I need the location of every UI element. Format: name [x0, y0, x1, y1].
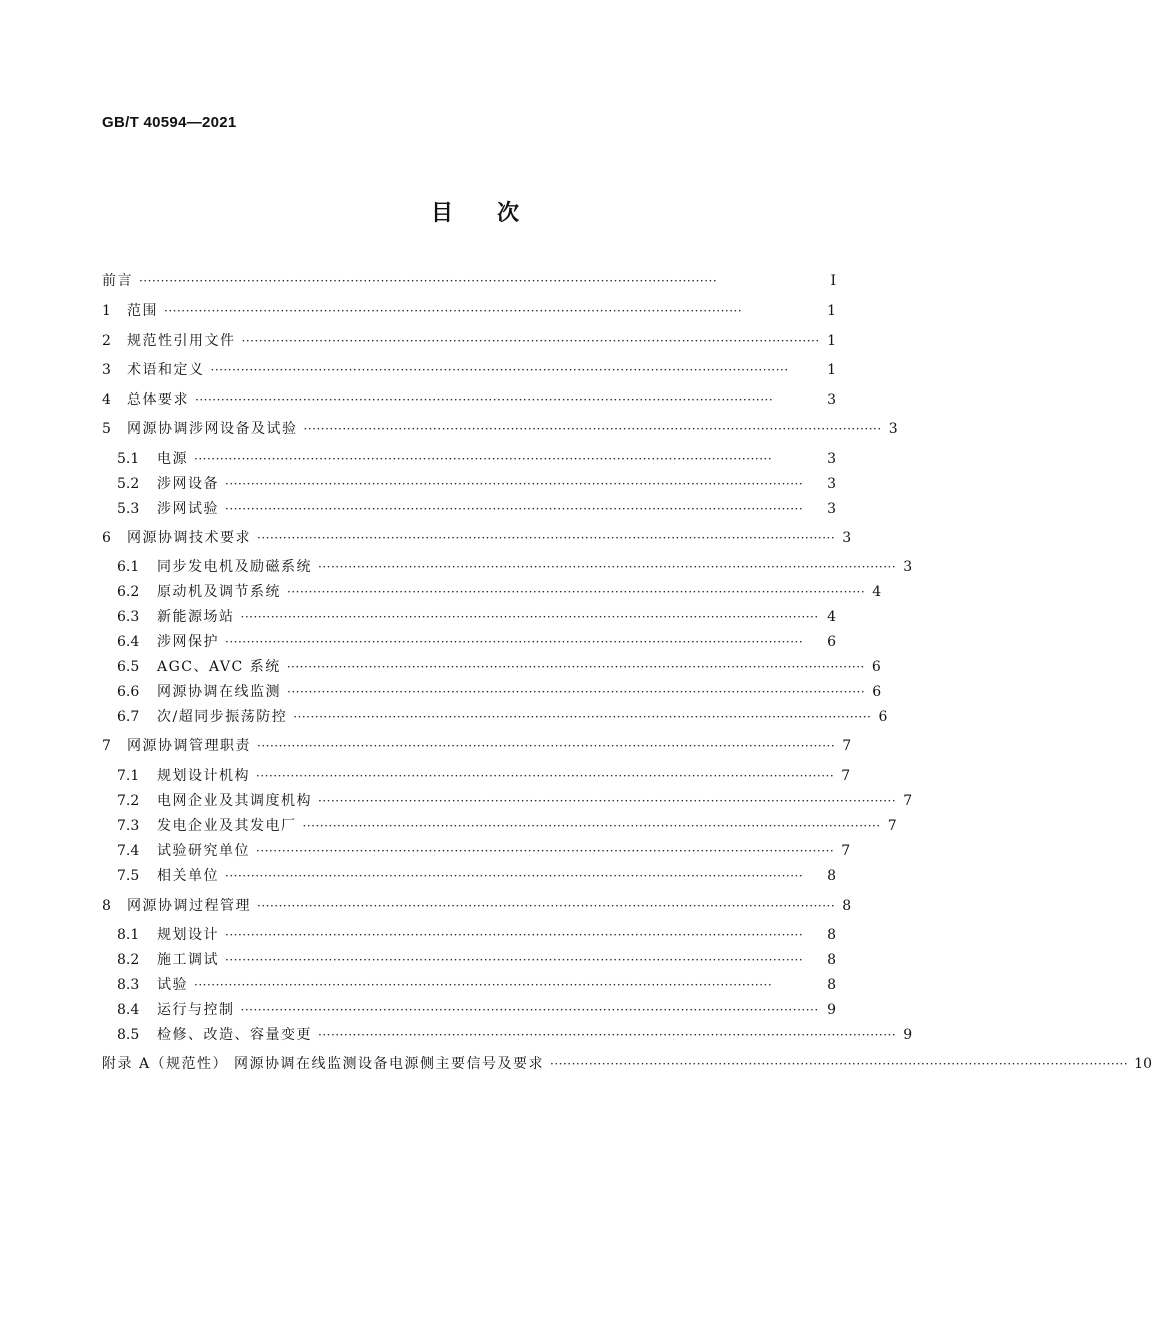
- toc-entry-title: 前言: [102, 273, 133, 289]
- toc-entry[interactable]: [102, 300, 836, 322]
- toc-entry[interactable]: [117, 865, 836, 887]
- toc-entry-number: 2: [102, 333, 111, 349]
- toc-entry-number: 5.3: [117, 501, 140, 517]
- toc-entry-title: 运行与控制: [157, 1002, 235, 1018]
- toc-entry[interactable]: [117, 974, 836, 996]
- toc-entry-number: 8.3: [117, 977, 140, 993]
- toc-dot-leader: ······································································································································: [303, 422, 882, 436]
- toc-dot-leader: ······································································································································: [318, 1028, 897, 1042]
- toc-dot-leader: ······································································································································: [302, 819, 881, 833]
- toc-entry[interactable]: [102, 270, 836, 292]
- toc-dot-leader: ······································································································································: [240, 1003, 819, 1017]
- toc-entry-title: AGC、AVC 系统: [157, 659, 281, 675]
- toc-entry-title: 规范性引用文件: [127, 333, 236, 349]
- toc-dot-leader: ······································································································································: [286, 660, 865, 674]
- toc-dot-leader: ······································································································································: [256, 769, 835, 783]
- toc-entry[interactable]: [117, 606, 836, 628]
- toc-entry-title: 涉网保护: [157, 634, 219, 650]
- toc-entry[interactable]: [102, 389, 836, 411]
- toc-entry-number: 5.2: [117, 476, 140, 492]
- toc-entry[interactable]: [102, 895, 852, 917]
- toc-entry[interactable]: [117, 448, 836, 470]
- toc-entry-number: 6.3: [117, 609, 140, 625]
- toc-page-number: 9: [903, 1027, 913, 1043]
- toc-dot-leader: ······································································································································: [225, 502, 804, 516]
- toc-page-number: 6: [872, 684, 882, 700]
- toc-page-number: 3: [827, 476, 836, 492]
- toc-page-number: 3: [888, 421, 898, 437]
- toc-entry-title: 相关单位: [157, 868, 219, 884]
- toc-entry-title: 电网企业及其调度机构: [157, 793, 312, 809]
- toc-dot-leader: ······································································································································: [194, 452, 773, 466]
- toc-entry[interactable]: [117, 706, 888, 728]
- toc-dot-leader: ······································································································································: [256, 844, 835, 858]
- toc-page-number: 4: [872, 584, 882, 600]
- toc-entry[interactable]: [102, 330, 836, 352]
- toc-page-number: 7: [842, 738, 852, 754]
- toc-dot-leader: ······································································································································: [225, 869, 804, 883]
- toc-entry-title: 检修、改造、容量变更: [157, 1027, 312, 1043]
- toc-page-number: 8: [827, 952, 836, 968]
- toc-entry-number: 7.4: [117, 843, 140, 859]
- toc-entry-number: 6.2: [117, 584, 140, 600]
- toc-entry-title: 术语和定义: [127, 362, 205, 378]
- toc-entry-number: 6.5: [117, 659, 140, 675]
- toc-entry[interactable]: [117, 790, 913, 812]
- toc-entry-title: 原动机及调节系统: [157, 584, 281, 600]
- toc-entry[interactable]: [117, 815, 897, 837]
- toc-dot-leader: ······································································································································: [139, 274, 718, 288]
- toc-entry-title: 网源协调涉网设备及试验: [127, 421, 298, 437]
- toc-entry-title: 发电企业及其发电厂: [157, 818, 297, 834]
- toc-entry-title: 试验: [157, 977, 188, 993]
- toc-entry-number: 5.1: [117, 451, 140, 467]
- toc-entry-title: 网源协调管理职责: [127, 738, 251, 754]
- toc-page-number: 6: [827, 634, 836, 650]
- toc-dot-leader: ······································································································································: [195, 393, 774, 407]
- toc-page-number: 3: [842, 530, 852, 546]
- toc-entry[interactable]: [117, 473, 836, 495]
- toc-page-number: 3: [903, 559, 913, 575]
- toc-dot-leader: ······································································································································: [287, 585, 866, 599]
- toc-page-number: 10: [1134, 1056, 1152, 1072]
- toc-entry-title: 附录 A（规范性） 网源协调在线监测设备电源侧主要信号及要求: [102, 1056, 545, 1072]
- toc-entry[interactable]: [117, 949, 836, 971]
- toc-dot-leader: ······································································································································: [225, 477, 804, 491]
- toc-entry[interactable]: [117, 498, 836, 520]
- toc-entry-number: 7.2: [117, 793, 140, 809]
- toc-dot-leader: ······································································································································: [225, 928, 804, 942]
- toc-entry[interactable]: [117, 581, 882, 603]
- toc-entry-number: 8: [102, 898, 111, 914]
- toc-dot-leader: ······································································································································: [257, 531, 836, 545]
- toc-page-number: 8: [827, 927, 836, 943]
- toc-page-number: 1: [827, 303, 836, 319]
- toc-dot-leader: ······································································································································: [287, 685, 866, 699]
- toc-entry-number: 6.4: [117, 634, 140, 650]
- toc-entry[interactable]: [117, 681, 882, 703]
- toc-entry-title: 范围: [127, 303, 158, 319]
- toc-entry-number: 7.1: [117, 768, 140, 784]
- toc-entry[interactable]: [102, 527, 852, 549]
- toc-page-number: 8: [827, 977, 836, 993]
- toc-entry-title: 总体要求: [127, 392, 189, 408]
- toc-entry-title: 同步发电机及励磁系统: [157, 559, 312, 575]
- toc-entry[interactable]: [117, 924, 836, 946]
- toc-dot-leader: ······································································································································: [550, 1057, 1129, 1071]
- toc-page-number: 8: [827, 868, 836, 884]
- toc-page-number: 3: [827, 451, 836, 467]
- toc-entry-number: 8.5: [117, 1027, 140, 1043]
- toc-entry-number: 8.1: [117, 927, 140, 943]
- toc-dot-leader: ······································································································································: [318, 560, 897, 574]
- toc-page-number: 3: [827, 501, 836, 517]
- toc-entry[interactable]: [117, 1024, 913, 1046]
- toc-entry-number: 6: [102, 530, 111, 546]
- toc-dot-leader: ······································································································································: [164, 304, 743, 318]
- toc-entry-number: 7.5: [117, 868, 140, 884]
- toc-entry[interactable]: [117, 656, 881, 678]
- toc-entry-number: 6.1: [117, 559, 140, 575]
- toc-page-number: 7: [887, 818, 897, 834]
- toc-entry-title: 施工调试: [157, 952, 219, 968]
- toc-page-number: 6: [878, 709, 888, 725]
- toc-entry-title: 试验研究单位: [157, 843, 250, 859]
- toc-entry[interactable]: [102, 735, 852, 757]
- toc-page-number: 7: [841, 768, 851, 784]
- toc-entry[interactable]: [102, 418, 898, 440]
- toc-entry[interactable]: [102, 1053, 1152, 1075]
- toc-dot-leader: ······································································································································: [225, 953, 804, 967]
- toc-entry-title: 新能源场站: [157, 609, 235, 625]
- toc-entry-title: 涉网设备: [157, 476, 219, 492]
- toc-dot-leader: ······································································································································: [318, 794, 897, 808]
- toc-entry-title: 网源协调技术要求: [127, 530, 251, 546]
- toc-entry[interactable]: [117, 631, 836, 653]
- toc-entry-number: 3: [102, 362, 111, 378]
- toc-entry-title: 网源协调过程管理: [127, 898, 251, 914]
- toc-entry-title: 次/超同步振荡防控: [157, 709, 288, 725]
- toc-page-number: 6: [871, 659, 881, 675]
- toc-entry-title: 电源: [157, 451, 188, 467]
- toc-entry[interactable]: [117, 840, 851, 862]
- toc-dot-leader: ······································································································································: [241, 334, 820, 348]
- toc-entry-number: 5: [102, 421, 111, 437]
- toc-dot-leader: ······································································································································: [225, 635, 804, 649]
- toc-entry-number: 7: [102, 738, 111, 754]
- toc-entry-number: 4: [102, 392, 111, 408]
- toc-entry[interactable]: [117, 765, 851, 787]
- toc-entry-title: 规划设计: [157, 927, 219, 943]
- toc-page-number: 7: [841, 843, 851, 859]
- toc-page-number: 8: [842, 898, 852, 914]
- toc-page-number: 4: [827, 609, 836, 625]
- toc-dot-leader: ······································································································································: [194, 978, 773, 992]
- toc-entry-title: 规划设计机构: [157, 768, 250, 784]
- toc-page-number: 1: [827, 333, 836, 349]
- toc-entry[interactable]: [117, 999, 836, 1021]
- standard-code: GB/T 40594—2021: [102, 114, 237, 131]
- toc-entry-title: 网源协调在线监测: [157, 684, 281, 700]
- toc-page-number: 9: [827, 1002, 836, 1018]
- toc-entry-number: 8.2: [117, 952, 140, 968]
- toc-entry-number: 8.4: [117, 1002, 140, 1018]
- toc-dot-leader: ······································································································································: [257, 899, 836, 913]
- toc-page-number: 1: [827, 362, 836, 378]
- toc-entry-number: 7.3: [117, 818, 140, 834]
- toc-dot-leader: ······································································································································: [257, 739, 836, 753]
- toc-page-number: Ⅰ: [830, 273, 836, 289]
- toc-page-number: 3: [827, 392, 836, 408]
- toc-dot-leader: ······································································································································: [240, 610, 819, 624]
- toc-entry-title: 涉网试验: [157, 501, 219, 517]
- toc-dot-leader: ······································································································································: [293, 710, 872, 724]
- toc-entry[interactable]: [102, 359, 836, 381]
- toc-entry[interactable]: [117, 556, 913, 578]
- page-title: 目次: [430, 201, 563, 226]
- toc-dot-leader: ······································································································································: [210, 363, 789, 377]
- toc-entry-number: 6.6: [117, 684, 140, 700]
- toc-entry-number: 6.7: [117, 709, 140, 725]
- toc-page-number: 7: [903, 793, 913, 809]
- toc-entry-number: 1: [102, 303, 111, 319]
